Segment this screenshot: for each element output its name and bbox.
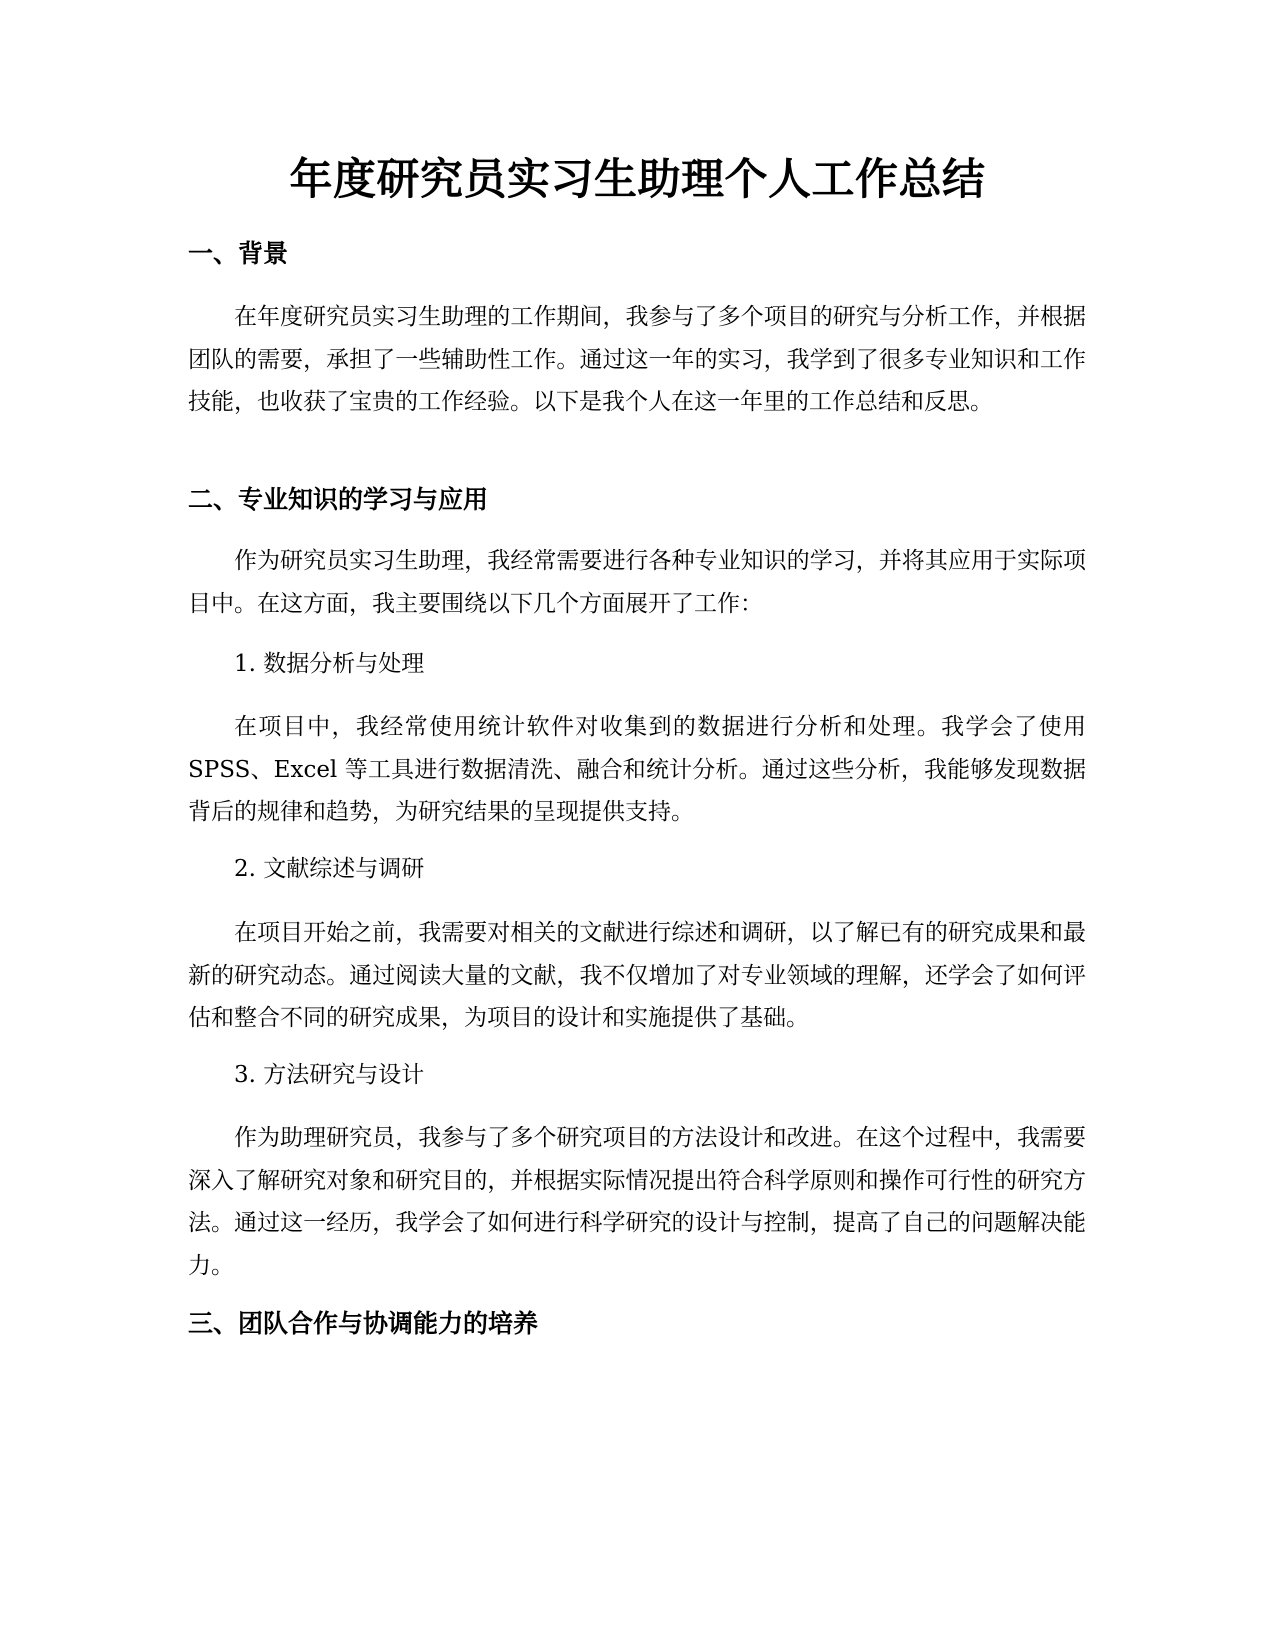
- method-design-paragraph: 作为助理研究员，我参与了多个研究项目的方法设计和改进。在这个过程中，我需要深入了解研究对象和研究目的，并根据实际情况提出符合科学原则和操作可行性的研究方法。通过这一经历，我学会了如何进行科学研究的设计与控制，提高了自己的问题解决能力。: [188, 1125, 1086, 1279]
- list-item-literature-review: 2. 文献综述与调研: [234, 856, 425, 882]
- document-title: 年度研究员实习生助理个人工作总结: [289, 155, 986, 205]
- section-heading-knowledge: 二、专业知识的学习与应用: [188, 485, 489, 514]
- background-paragraph: 在年度研究员实习生助理的工作期间，我参与了多个项目的研究与分析工作，并根据团队的需要，承担了一些辅助性工作。通过这一年的实习，我学到了很多专业知识和工作技能，也收获了宝贵的工作经验。以下是我个人在这一年里的工作总结和反思。: [188, 304, 1086, 415]
- list-item-data-analysis: 1. 数据分析与处理: [234, 651, 425, 677]
- list-item-method-design: 3. 方法研究与设计: [234, 1062, 425, 1088]
- literature-review-paragraph: 在项目开始之前，我需要对相关的文献进行综述和调研，以了解已有的研究成果和最新的研究动态。通过阅读大量的文献，我不仅增加了对专业领域的理解，还学会了如何评估和整合不同的研究成果，为项目的设计和实施提供了基础。: [188, 920, 1086, 1031]
- knowledge-intro-paragraph: 作为研究员实习生助理，我经常需要进行各种专业知识的学习，并将其应用于实际项目中。在这方面，我主要围绕以下几个方面展开了工作：: [188, 548, 1086, 617]
- data-analysis-paragraph: 在项目中，我经常使用统计软件对收集到的数据进行分析和处理。我学会了使用 SPSS、Excel 等工具进行数据清洗、融合和统计分析。通过这些分析，我能够发现数据背后的规律和趋势，为研究结果的呈现提供支持。: [188, 714, 1086, 825]
- section-heading-background: 一、背景: [188, 239, 289, 268]
- section-heading-teamwork: 三、团队合作与协调能力的培养: [188, 1309, 539, 1338]
